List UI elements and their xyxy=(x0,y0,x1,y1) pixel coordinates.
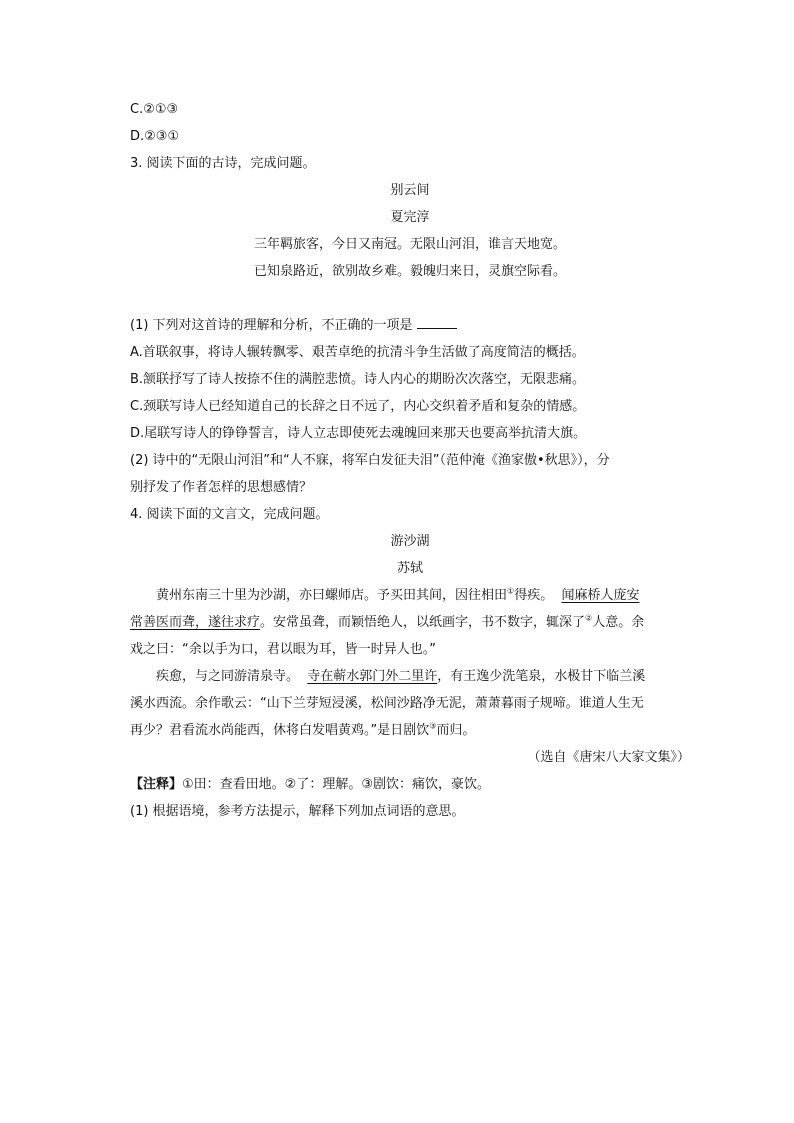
annotation-text: ①田：查看田地。②了：理解。③剧饮：痛饮，豪饮。 xyxy=(182,777,490,792)
prose-paragraph-1-line-1 xyxy=(130,582,690,609)
prose-text: ，有王逸少洗笔泉，水极甘下临兰溪 xyxy=(437,669,646,684)
option-d: D.②③① xyxy=(130,129,180,144)
question-3-sub-1 xyxy=(130,312,690,339)
prose-paragraph-1-line-3: 戏之曰：“余以手为口，君以眼为耳，皆一时异人也。” xyxy=(130,642,436,657)
poem-author: 夏完淳 xyxy=(390,210,430,225)
prose-paragraph-2-line-2: 溪水西流。余作歌云：“山下兰芽短浸溪，松间沙路净无泥，萧萧暮雨子规啼。谁道人生无 xyxy=(130,696,644,711)
annotation-label: 【注释】 xyxy=(130,777,183,792)
choice-b: B.颔联抒写了诗人按捺不住的满腔悲愤。诗人内心的期盼次次落空，无限悲痛。 xyxy=(130,372,586,387)
prose-paragraph-2-line-1 xyxy=(130,663,690,690)
document-page xyxy=(130,96,690,825)
prose-text: 再少？君看流水尚能西，休将白发唱黄鸡。”是日剧饮 xyxy=(130,723,430,738)
question-4-stem: 4. 阅读下面的文言文，完成问题。 xyxy=(130,507,329,522)
prose-text: 黄州东南三十里为沙湖，亦曰螺师店。予买田其间，因往相田 xyxy=(156,588,508,603)
question-3-sub-1-text: (1) 下列对这首诗的理解和分析，不正确的一项是 xyxy=(130,318,413,333)
prose-paragraph-1-line-2 xyxy=(130,609,690,636)
underlined-sentence-1: 闻麻桥人庞安 xyxy=(561,588,640,603)
annotation xyxy=(130,771,690,798)
choice-d: D.尾联写诗人的铮铮誓言，诗人立志即使死去魂魄回来那天也要高举抗清大旗。 xyxy=(130,426,587,441)
footnote-marker-1: ① xyxy=(507,586,515,596)
underlined-sentence-1-cont: 常善医而聋，遂往求疗 xyxy=(130,615,261,630)
poem-line-2: 已知泉路近，欲别故乡难。毅魄归来日，灵旗空际看。 xyxy=(253,264,566,279)
question-3-sub-2-line-1: (2) 诗中的“无限山河泪”和“人不寐，将军白发征夫泪”（范仲淹《渔家傲•秋思》），分 xyxy=(130,453,610,468)
poem-title: 别云间 xyxy=(390,183,430,198)
answer-blank[interactable] xyxy=(417,314,457,329)
question-4-sub-1: (1) 根据语境，参考方法提示，解释下列加点词语的意思。 xyxy=(130,804,465,819)
prose-text: 得疾。 xyxy=(514,588,554,603)
choice-a: A.首联叙事，将诗人辗转飘零、艰苦卓绝的抗清斗争生活做了高度简洁的概括。 xyxy=(130,345,585,360)
footnote-marker-3: ③ xyxy=(429,721,437,731)
prose-text: 人意。余 xyxy=(592,615,645,630)
underlined-sentence-2: 寺在蕲水郭门外二里许 xyxy=(307,669,438,684)
question-3-stem: 3. 阅读下面的古诗，完成问题。 xyxy=(130,156,316,171)
option-c: C.②①③ xyxy=(130,102,179,117)
choice-c: C.颈联写诗人已经知道自己的长辞之日不远了，内心交织着矛盾和复杂的情感。 xyxy=(130,399,586,414)
footnote-marker-2: ② xyxy=(585,613,593,623)
poem-line-1: 三年羁旅客，今日又南冠。无限山河泪，谁言天地宽。 xyxy=(253,237,566,252)
spacer xyxy=(130,285,690,312)
prose-text: 。安常虽聋，而颖悟绝人，以纸画字，书不数字，辄深了 xyxy=(260,615,586,630)
prose-paragraph-2-line-3 xyxy=(130,717,690,744)
prose-source: （选自《唐宋八大家文集》） xyxy=(527,750,690,765)
prose-text: 疾愈，与之同游清泉寺。 xyxy=(156,669,300,684)
prose-title: 游沙湖 xyxy=(390,534,430,549)
question-3-sub-2-line-2: 别抒发了作者怎样的思想感情？ xyxy=(130,480,313,495)
prose-text: 而归。 xyxy=(436,723,476,738)
prose-author: 苏轼 xyxy=(396,561,423,576)
